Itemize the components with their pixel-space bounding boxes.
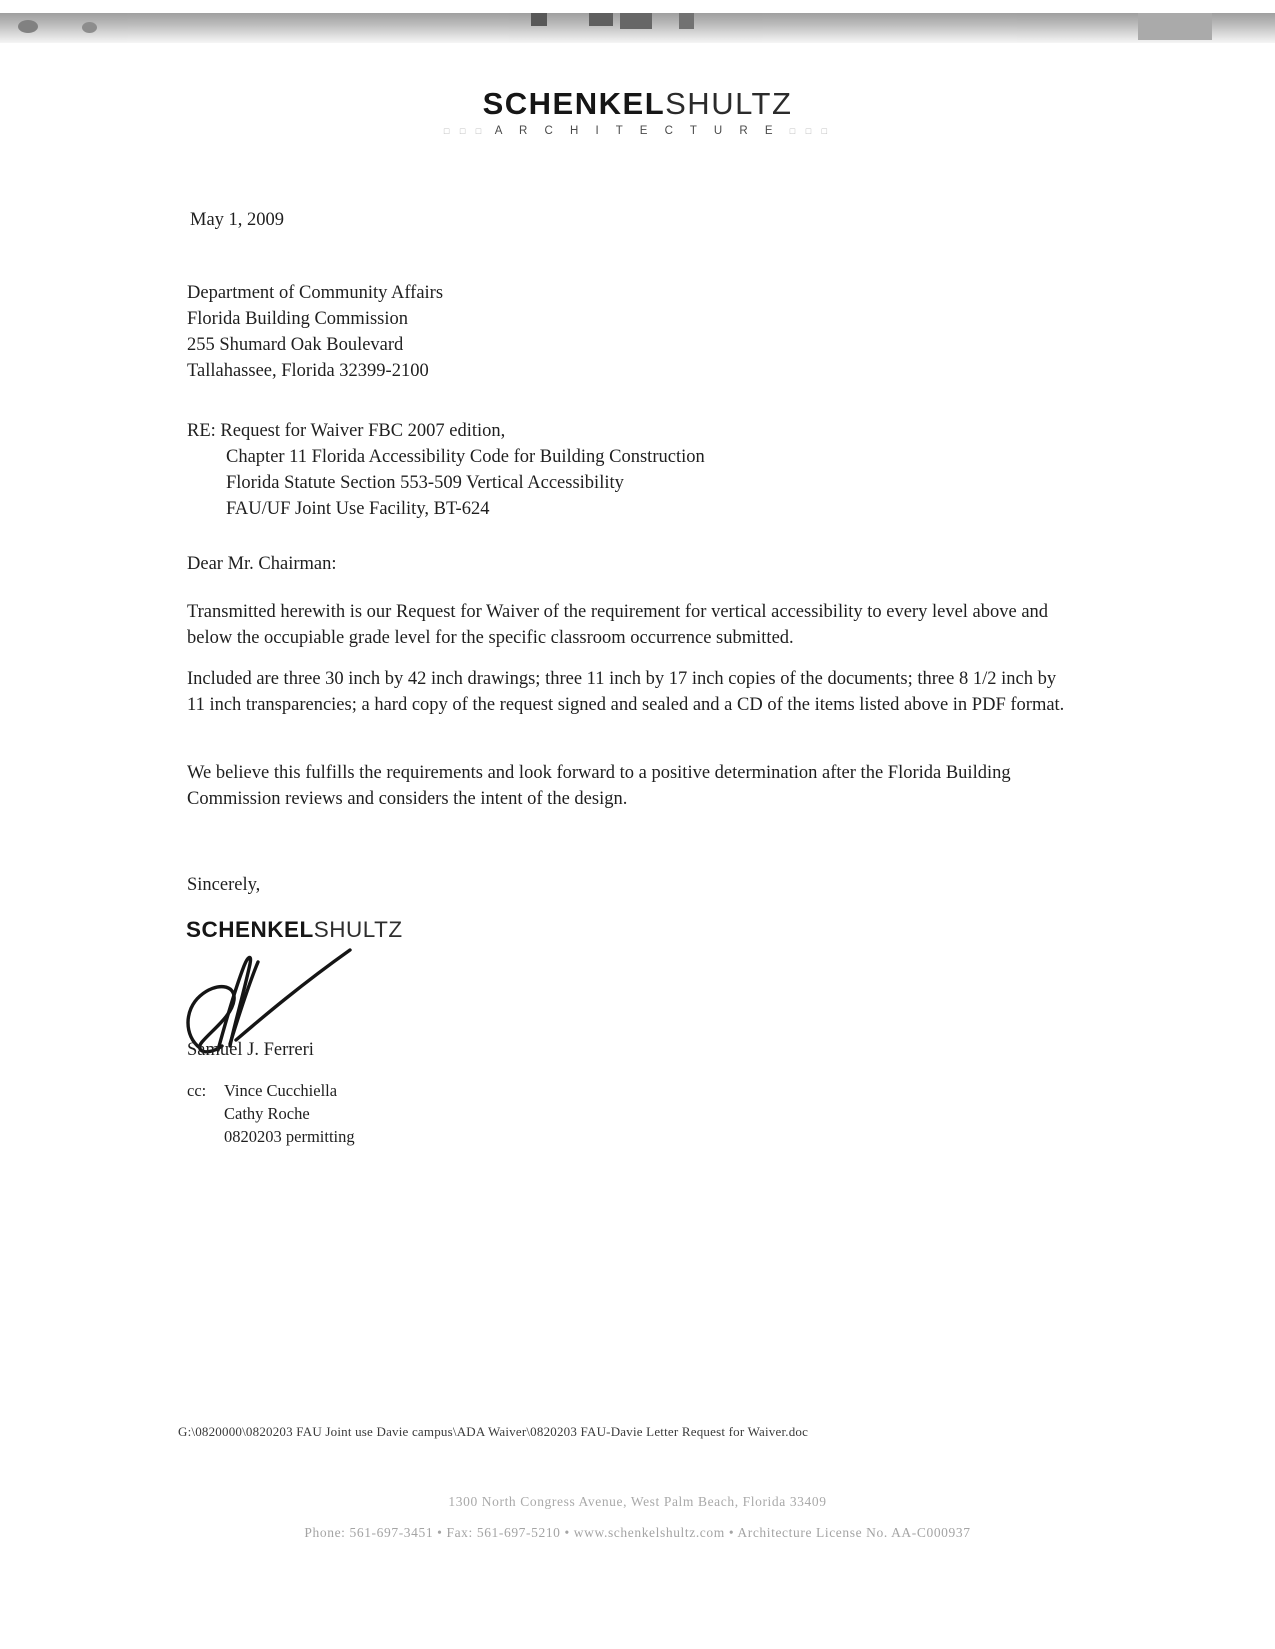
cc-line: Cathy Roche — [224, 1104, 310, 1123]
recipient-line: Tallahassee, Florida 32399-2100 — [187, 361, 429, 381]
scan-smudge — [82, 22, 97, 33]
letter-date: May 1, 2009 — [190, 210, 285, 230]
re-subject-block — [187, 418, 705, 522]
body-paragraph: Included are three 30 inch by 42 inch drawings; three 11 inch by 17 inch copies of the documents; three 8 1/2 inch by 11 inch transparencies; a hard copy of the request signed and sealed and a CD of the items listed above in PDF format. — [187, 669, 1065, 715]
logo-name-light: SHULTZ — [665, 86, 793, 121]
re-line: Chapter 11 Florida Accessibility Code for Building Construction — [226, 447, 705, 467]
recipient-address — [187, 280, 443, 384]
logo-name-bold: SCHENKEL — [482, 86, 666, 121]
salutation: Dear Mr. Chairman: — [187, 554, 337, 574]
logo-subtitle — [0, 125, 1275, 137]
scan-mark — [531, 13, 547, 26]
signature-company — [186, 917, 403, 943]
company-logo — [0, 86, 1275, 122]
logo-squares-left: □ □ □ — [443, 126, 486, 136]
scan-smudge — [18, 20, 38, 33]
re-line: FAU/UF Joint Use Facility, BT-624 — [226, 499, 490, 519]
re-line: RE: Request for Waiver FBC 2007 edition, — [187, 421, 506, 441]
logo-squares-right: □ □ □ — [789, 126, 832, 136]
letterhead — [0, 86, 1275, 137]
footer-address: 1300 North Congress Avenue, West Palm Beach, Florida 33409 — [448, 1494, 827, 1509]
scan-mark — [620, 13, 652, 29]
signature-company-light: SHULTZ — [313, 917, 403, 942]
closing: Sincerely, — [187, 875, 261, 895]
cc-list — [224, 1079, 355, 1148]
recipient-line: 255 Shumard Oak Boulevard — [187, 335, 404, 355]
footer-contact: Phone: 561-697-3451 • Fax: 561-697-5210 • www.schenkelshultz.com • Architecture License No. AA-C000937 — [304, 1525, 971, 1540]
cc-line: 0820203 permitting — [224, 1127, 355, 1146]
signer-name: Samuel J. Ferreri — [187, 1040, 314, 1060]
scan-artifact-band — [0, 13, 1275, 43]
cc-label: cc: — [187, 1081, 207, 1100]
scan-mark — [679, 13, 694, 29]
re-line: Florida Statute Section 553-509 Vertical Accessibility — [226, 473, 624, 493]
document-file-path: G:\0820000\0820203 FAU Joint use Davie campus\ADA Waiver\0820203 FAU-Davie Letter Request for Waiver.doc — [178, 1424, 809, 1439]
scan-mark — [1138, 13, 1212, 40]
scan-mark — [589, 13, 613, 26]
logo-subtitle-text: A R C H I T E C T U R E — [494, 125, 780, 137]
body-paragraph: Transmitted herewith is our Request for Waiver of the requirement for vertical accessibility to every level above and below the occupiable grade level for the specific classroom occurrence submitted. — [187, 602, 1049, 648]
cc-line: Vince Cucchiella — [224, 1081, 338, 1100]
recipient-line: Department of Community Affairs — [187, 283, 444, 303]
signature-company-bold: SCHENKEL — [186, 917, 314, 942]
cc-block — [187, 1079, 355, 1148]
body-paragraph: We believe this fulfills the requirements and look forward to a positive determination after the Florida Building Commission reviews and considers the intent of the design. — [187, 763, 1011, 809]
recipient-line: Florida Building Commission — [187, 309, 408, 329]
